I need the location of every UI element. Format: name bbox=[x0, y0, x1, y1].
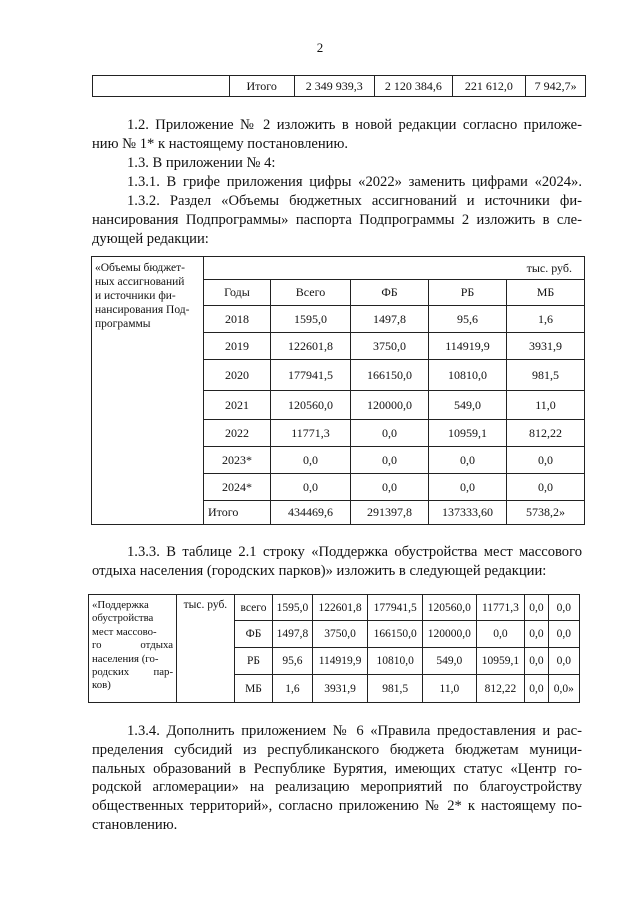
table-cell: всего bbox=[234, 595, 272, 621]
table-cell: 549,0 bbox=[423, 648, 477, 675]
label-line: обустройства bbox=[92, 612, 154, 625]
table-cell: 1595,0 bbox=[271, 306, 351, 333]
text-line: родской агломерации» на реализацию мероприятий по благоустройству bbox=[92, 779, 582, 796]
table-row bbox=[89, 595, 580, 621]
text-line: 1.3.3. В таблице 2.1 строку «Поддержка обустройства мест массового bbox=[127, 544, 582, 560]
paragraph-1-3-2 bbox=[92, 192, 582, 248]
table-row bbox=[93, 76, 586, 97]
label-line: «Объемы бюджет- bbox=[95, 262, 186, 274]
label-line: мест массово- bbox=[92, 625, 157, 638]
table-cell: 3931,9 bbox=[507, 333, 585, 360]
table-cell: 981,5 bbox=[507, 360, 585, 391]
table-cell: 95,6 bbox=[429, 306, 507, 333]
table-cell: 122601,8 bbox=[312, 595, 368, 621]
label-line: ков) bbox=[92, 679, 111, 692]
table-cell: 0,0 bbox=[507, 474, 585, 501]
text-line: нию № 1* к настоящему постановлению. bbox=[92, 135, 349, 152]
table-cell: 0,0 bbox=[271, 474, 351, 501]
table-cell: 0,0 bbox=[507, 447, 585, 474]
funding-table bbox=[91, 256, 585, 525]
column-header: РБ bbox=[429, 280, 507, 306]
text-line: 1.3.4. Дополнить приложением № 6 «Правила предоставления и рас- bbox=[127, 723, 582, 739]
table-cell: 1497,8 bbox=[351, 306, 429, 333]
text-line: пальных образований в Республике Бурятия, имеющих статус «Центр го- bbox=[92, 760, 582, 777]
label-line: «Поддержка bbox=[92, 599, 149, 611]
table-cell: 1497,8 bbox=[273, 621, 312, 648]
table-cell: 3931,9 bbox=[312, 675, 368, 703]
table-cell: 0,0 bbox=[271, 447, 351, 474]
unit-label: тыс. руб. bbox=[204, 257, 585, 280]
table-cell: 120000,0 bbox=[423, 621, 477, 648]
table-cell: 2018 bbox=[204, 306, 271, 333]
text-line: 1.3.2. Раздел «Объемы бюджетных ассигнований и источники фи- bbox=[127, 193, 582, 209]
table-cell: 166150,0 bbox=[368, 621, 423, 648]
table-cell: 3750,0 bbox=[351, 333, 429, 360]
text-line: дующей редакции: bbox=[92, 230, 209, 247]
table-cell: 0,0 bbox=[351, 420, 429, 447]
label-line: нансирования Под- bbox=[95, 304, 190, 316]
table-cell: 10959,1 bbox=[476, 648, 525, 675]
table-row bbox=[92, 257, 585, 280]
table-cell: 812,22 bbox=[507, 420, 585, 447]
label-line: программы bbox=[95, 318, 151, 330]
table-cell: 11771,3 bbox=[271, 420, 351, 447]
paragraph-1-3 bbox=[92, 154, 582, 173]
total-value: 7 942,7» bbox=[526, 76, 586, 97]
table-cell: 120000,0 bbox=[351, 391, 429, 420]
table-cell: 5738,2» bbox=[507, 501, 585, 525]
label-line: и источники фи- bbox=[95, 290, 176, 302]
table-cell: 95,6 bbox=[273, 648, 312, 675]
table-cell: 0,0» bbox=[548, 675, 579, 703]
table-cell: 0,0 bbox=[351, 474, 429, 501]
total-value: 221 612,0 bbox=[452, 76, 526, 97]
text-line: пределения субсидий из республиканского бюджета бюджетам муници- bbox=[92, 741, 582, 758]
table-cell: 0,0 bbox=[525, 595, 548, 621]
table-cell: 10810,0 bbox=[368, 648, 423, 675]
text-line: отдыха населения (городских парков)» изложить в следующей редакции: bbox=[92, 562, 547, 579]
table-cell: 11,0 bbox=[423, 675, 477, 703]
table-cell: 122601,8 bbox=[271, 333, 351, 360]
text-line: 1.3. В приложении № 4: bbox=[127, 155, 276, 171]
table-cell: 120560,0 bbox=[423, 595, 477, 621]
table-cell: 0,0 bbox=[351, 447, 429, 474]
table-cell: 120560,0 bbox=[271, 391, 351, 420]
label-line: ных ассигнований bbox=[95, 276, 185, 288]
table-cell: 1,6 bbox=[507, 306, 585, 333]
label-line: го отдыха bbox=[92, 639, 174, 652]
table-cell: 114919,9 bbox=[312, 648, 368, 675]
unit-label: тыс. руб. bbox=[177, 595, 235, 703]
table-cell: 11,0 bbox=[507, 391, 585, 420]
column-header: Годы bbox=[204, 280, 271, 306]
table-cell: 2019 bbox=[204, 333, 271, 360]
text-line: 1.2. Приложение № 2 изложить в новой редакции согласно приложе- bbox=[127, 117, 582, 133]
table-cell: 0,0 bbox=[429, 474, 507, 501]
table-cell: 0,0 bbox=[476, 621, 525, 648]
table-cell: МБ bbox=[234, 675, 272, 703]
table-cell: 166150,0 bbox=[351, 360, 429, 391]
table-cell: 291397,8 bbox=[351, 501, 429, 525]
table-cell: 0,0 bbox=[525, 675, 548, 703]
table-cell: 3750,0 bbox=[312, 621, 368, 648]
parks-label-cell bbox=[89, 595, 177, 703]
table-cell: 2020 bbox=[204, 360, 271, 391]
table-cell: 0,0 bbox=[429, 447, 507, 474]
table-cell: 2024* bbox=[204, 474, 271, 501]
table-cell: 11771,3 bbox=[476, 595, 525, 621]
total-label: Итого bbox=[229, 76, 294, 97]
table-cell: 549,0 bbox=[429, 391, 507, 420]
label-line: родских пар- bbox=[92, 666, 174, 679]
table-cell: ФБ bbox=[234, 621, 272, 648]
table-cell: Итого bbox=[204, 501, 271, 525]
paragraph-1-2 bbox=[92, 116, 582, 154]
table-cell: 1,6 bbox=[273, 675, 312, 703]
column-header: ФБ bbox=[351, 280, 429, 306]
table-cell: 1595,0 bbox=[273, 595, 312, 621]
paragraph-1-3-3 bbox=[92, 543, 582, 581]
table-cell: РБ bbox=[234, 648, 272, 675]
table-cell: 0,0 bbox=[548, 595, 579, 621]
funding-label-cell bbox=[92, 257, 204, 525]
total-value: 2 349 939,3 bbox=[294, 76, 375, 97]
table-cell: 10810,0 bbox=[429, 360, 507, 391]
table-cell: 2023* bbox=[204, 447, 271, 474]
table-cell: 434469,6 bbox=[271, 501, 351, 525]
empty-cell bbox=[93, 76, 230, 97]
page-number: 2 bbox=[316, 40, 324, 55]
column-header: МБ bbox=[507, 280, 585, 306]
table-cell: 114919,9 bbox=[429, 333, 507, 360]
table-cell: 137333,60 bbox=[429, 501, 507, 525]
table-cell: 812,22 bbox=[476, 675, 525, 703]
table-cell: 2021 bbox=[204, 391, 271, 420]
table-cell: 981,5 bbox=[368, 675, 423, 703]
paragraph-1-3-1 bbox=[92, 173, 582, 192]
total-value: 2 120 384,6 bbox=[375, 76, 453, 97]
text-line: нансирования Подпрограммы» паспорта Подпрограммы 2 изложить в сле- bbox=[92, 211, 582, 228]
text-line: становлению. bbox=[92, 816, 178, 833]
column-header: Всего bbox=[271, 280, 351, 306]
table-cell: 177941,5 bbox=[271, 360, 351, 391]
paragraph-1-3-4 bbox=[92, 722, 582, 835]
text-line: 1.3.1. В грифе приложения цифры «2022» заменить цифрами «2024». bbox=[127, 174, 582, 190]
text-line: общественных территорий», согласно приложению № 2* к настоящему по- bbox=[92, 798, 582, 815]
parks-support-table bbox=[88, 594, 580, 703]
table-cell: 0,0 bbox=[525, 648, 548, 675]
table-cell: 0,0 bbox=[548, 648, 579, 675]
table-cell: 0,0 bbox=[548, 621, 579, 648]
table-cell: 2022 bbox=[204, 420, 271, 447]
totals-row-table bbox=[92, 75, 586, 97]
table-cell: 10959,1 bbox=[429, 420, 507, 447]
table-cell: 0,0 bbox=[525, 621, 548, 648]
label-line: населения (го- bbox=[92, 652, 159, 665]
table-cell: 177941,5 bbox=[368, 595, 423, 621]
